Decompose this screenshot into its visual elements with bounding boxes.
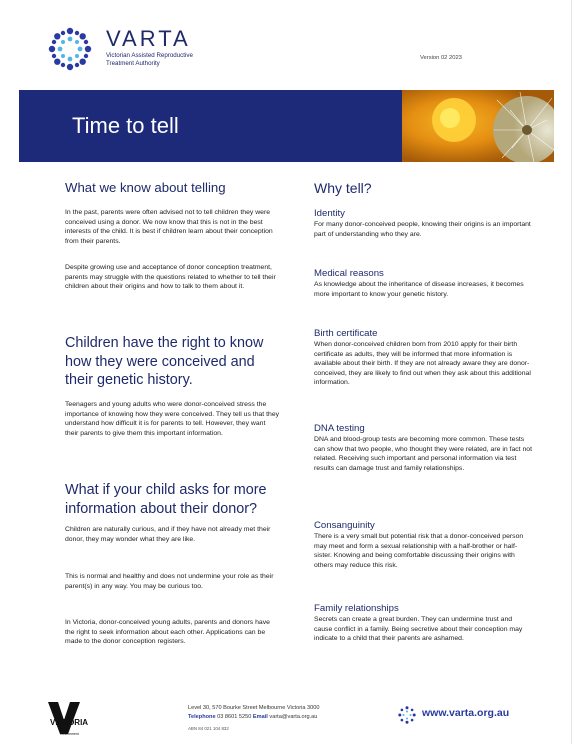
section-heading: Children have the right to know how they were conceived and their genetic history. xyxy=(65,335,264,388)
victoria-sub: Government xyxy=(60,732,79,736)
subheading: Family relationships xyxy=(314,603,399,614)
subheading: Birth certificate xyxy=(314,328,378,339)
section-heading: Why tell? xyxy=(314,180,372,196)
paragraph: There is a very small but potential risk that a donor-conceived person may meet and form a sexual relationship with a half-brother or half-sister. Knowing and being comfortable discussing their origins with others may reduce this risk. xyxy=(314,533,524,569)
footer-address: Level 30, 570 Bourke Street Melbourne Victoria 3000 xyxy=(188,705,320,711)
version-label: Version 02 2023 xyxy=(420,55,462,61)
victoria-wordmark: VICTORIA xyxy=(50,718,89,727)
page-title: Time to tell xyxy=(72,113,179,138)
title-banner xyxy=(19,90,554,162)
email-label: Email xyxy=(252,714,268,720)
paragraph: In the past, parents were often advised not to tell children they were conceived using a donor. We now know that this is not in the best interests of the child. It is best if children learn about their conception from their parents. xyxy=(65,209,273,245)
paragraph: As knowledge about the inheritance of disease increases, it becomes more important to know your genetic history. xyxy=(314,281,524,298)
paragraph: Children are naturally curious, and if they have not already met their donor, they may wonder what they are like. xyxy=(65,526,271,543)
victoria-government-logo xyxy=(46,700,106,736)
section-heading: What we know about telling xyxy=(65,180,226,195)
paragraph: Teenagers and young adults who were donor-conceived stress the importance of knowing how they were conceived. They tell us that they understand how difficult it is for parents to tell. However, they want their parents to give them this important information. xyxy=(65,401,280,437)
varta-mark-icon xyxy=(398,706,416,724)
section-heading: What if your child asks for more information about their donor? xyxy=(65,482,267,517)
brand-subtitle-line: Victorian Assisted Reproductive xyxy=(106,52,193,59)
paragraph: This is normal and healthy and does not undermine your role as their parent(s) in any way. You may be curious too. xyxy=(65,573,274,590)
dandelion-photo xyxy=(402,90,554,162)
paragraph: When donor-conceived children born from 2010 apply for their birth certificate as adults, they will be informed that more information is available about their birth. If they are not already aware they are donor-conceived, they are likely to find out when they ask about this additional information. xyxy=(314,341,531,387)
brand-name: VARTA xyxy=(106,26,191,51)
subheading: Consanguinity xyxy=(314,520,375,531)
brand-subtitle-line: Treatment Authority xyxy=(106,59,160,67)
email-link[interactable]: varta@varta.org.au xyxy=(269,714,318,720)
website-link[interactable]: www.varta.org.au xyxy=(422,707,510,719)
brand-subtitle xyxy=(106,52,246,67)
subheading: Identity xyxy=(314,208,345,219)
subheading: DNA testing xyxy=(314,423,365,434)
paragraph: Despite growing use and acceptance of donor conception treatment, parents may struggle with the questions related to whether to tell their children about their origins and how to talk to them about it. xyxy=(65,264,276,291)
varta-logo-icon xyxy=(48,27,92,71)
paragraph: Secrets can create a great burden. They can undermine trust and cause conflict in a family. Being secretive about their conception may indicate to a child that their parents are ashamed. xyxy=(314,616,523,643)
victoria-sub: State xyxy=(60,728,68,732)
phone-number[interactable]: 03 8601 5250 xyxy=(217,714,252,720)
phone-label: Telephone xyxy=(188,714,216,720)
subheading: Medical reasons xyxy=(314,268,384,279)
paragraph: In Victoria, donor-conceived young adults, parents and donors have the right to seek information about each other. Applications can be made to the donor conception registers. xyxy=(65,619,270,646)
footer-abn: ABN 84 021 104 832 xyxy=(188,726,229,731)
paragraph: For many donor-conceived people, knowing their origins is an important part of understanding who they are. xyxy=(314,221,531,238)
paragraph: DNA and blood-group tests are becoming more common. These tests can show that two people, who thought they were related, are in fact not related. Receiving such important and personal information via test results can damage trust and family relationships. xyxy=(314,436,532,472)
footer-contact xyxy=(188,714,317,720)
